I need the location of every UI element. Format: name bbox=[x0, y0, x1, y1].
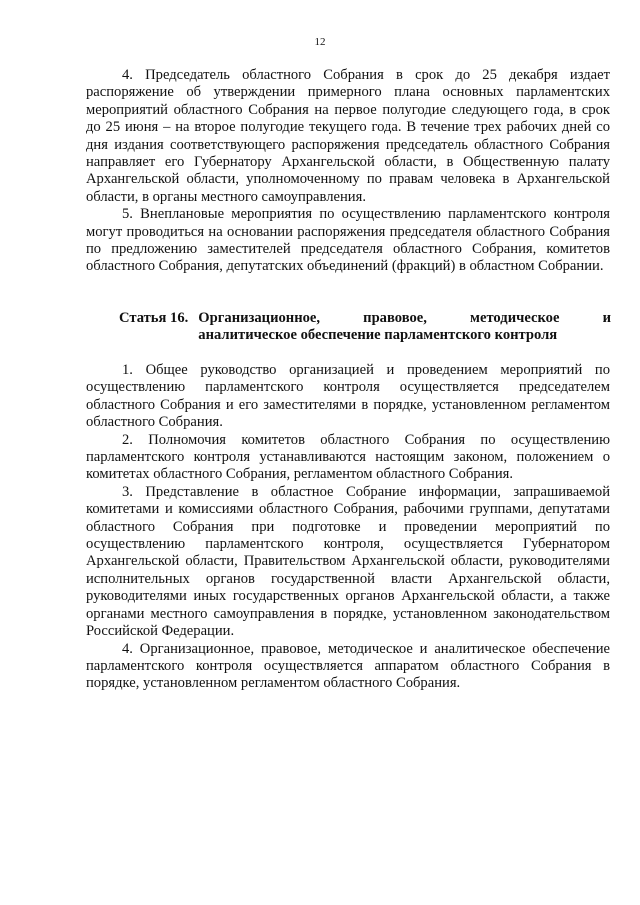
paragraphs-top bbox=[86, 67, 610, 276]
paragraph-4: 4. Председатель областного Собрания в срок до 25 декабря издает распоряжение об утверждении примерного плана основных парламентских мероприятий областного Собрания на первое полугодие следующего года, в срок до 25 июня – на второе полугодие текущего года. В течение трех рабочих дней со дня издания соответствующего распоряжения председатель областного Собрания направляет его Губернатору Архангельской области, в Общественную палату Архангельской области, уполномоченному по правам человека в Архангельской области, в органы местного самоуправления. bbox=[86, 67, 610, 205]
article-heading bbox=[119, 310, 611, 345]
article-title-line-2: аналитическое обеспечение парламентского контроля bbox=[198, 327, 558, 344]
paragraphs-article-16 bbox=[86, 362, 610, 693]
page-number: 12 bbox=[314, 36, 326, 48]
paragraph-5: 5. Внеплановые мероприятия по осуществлению парламентского контроля могут проводиться на основании распоряжения председателя областного Собрания по предложению заместителей председателя областного Собрания, комитетов областного Собрания, депутатских объединений (фракций) в областном Собрании. bbox=[86, 206, 610, 275]
article-label: Статья 16. bbox=[119, 310, 189, 326]
article-16-paragraph-4: 4. Организационное, правовое, методическое и аналитическое обеспечение парламентского контроля осуществляется аппаратом областного Собрания в порядке, установленном регламентом областного Собрания. bbox=[86, 640, 610, 692]
article-title bbox=[198, 310, 611, 345]
article-title-line-1: Организационное, правовое, методическое и bbox=[198, 310, 611, 326]
article-16-paragraph-3: 3. Представление в областное Собрание информации, запрашиваемой комитетами и комиссиями областного Собрания, рабочими группами, депутатами областного Собрания при подготовке и проведении мероприятий по осуществлению парламентского контроля, осуществляется Губернатором Архангельской области, Правительством Архангельской области, руководителями исполнительных органов государственной власти Архангельской области, руководителями иных государственных органов Архангельской области, а также органами местного самоуправления в порядке, установленном законодательством Российской Федерации. bbox=[86, 483, 610, 640]
article-16-paragraph-2: 2. Полномочия комитетов областного Собрания по осуществлению парламентского контроля устанавливаются настоящим законом, положением о комитетах областного Собрания, регламентом областного Собрания. bbox=[86, 431, 610, 483]
article-16-paragraph-1: 1. Общее руководство организацией и проведением мероприятий по осуществлению парламентского контроля осуществляется председателем областного Собрания и его заместителями в порядке, установленном регламентом областного Собрания. bbox=[86, 362, 610, 431]
